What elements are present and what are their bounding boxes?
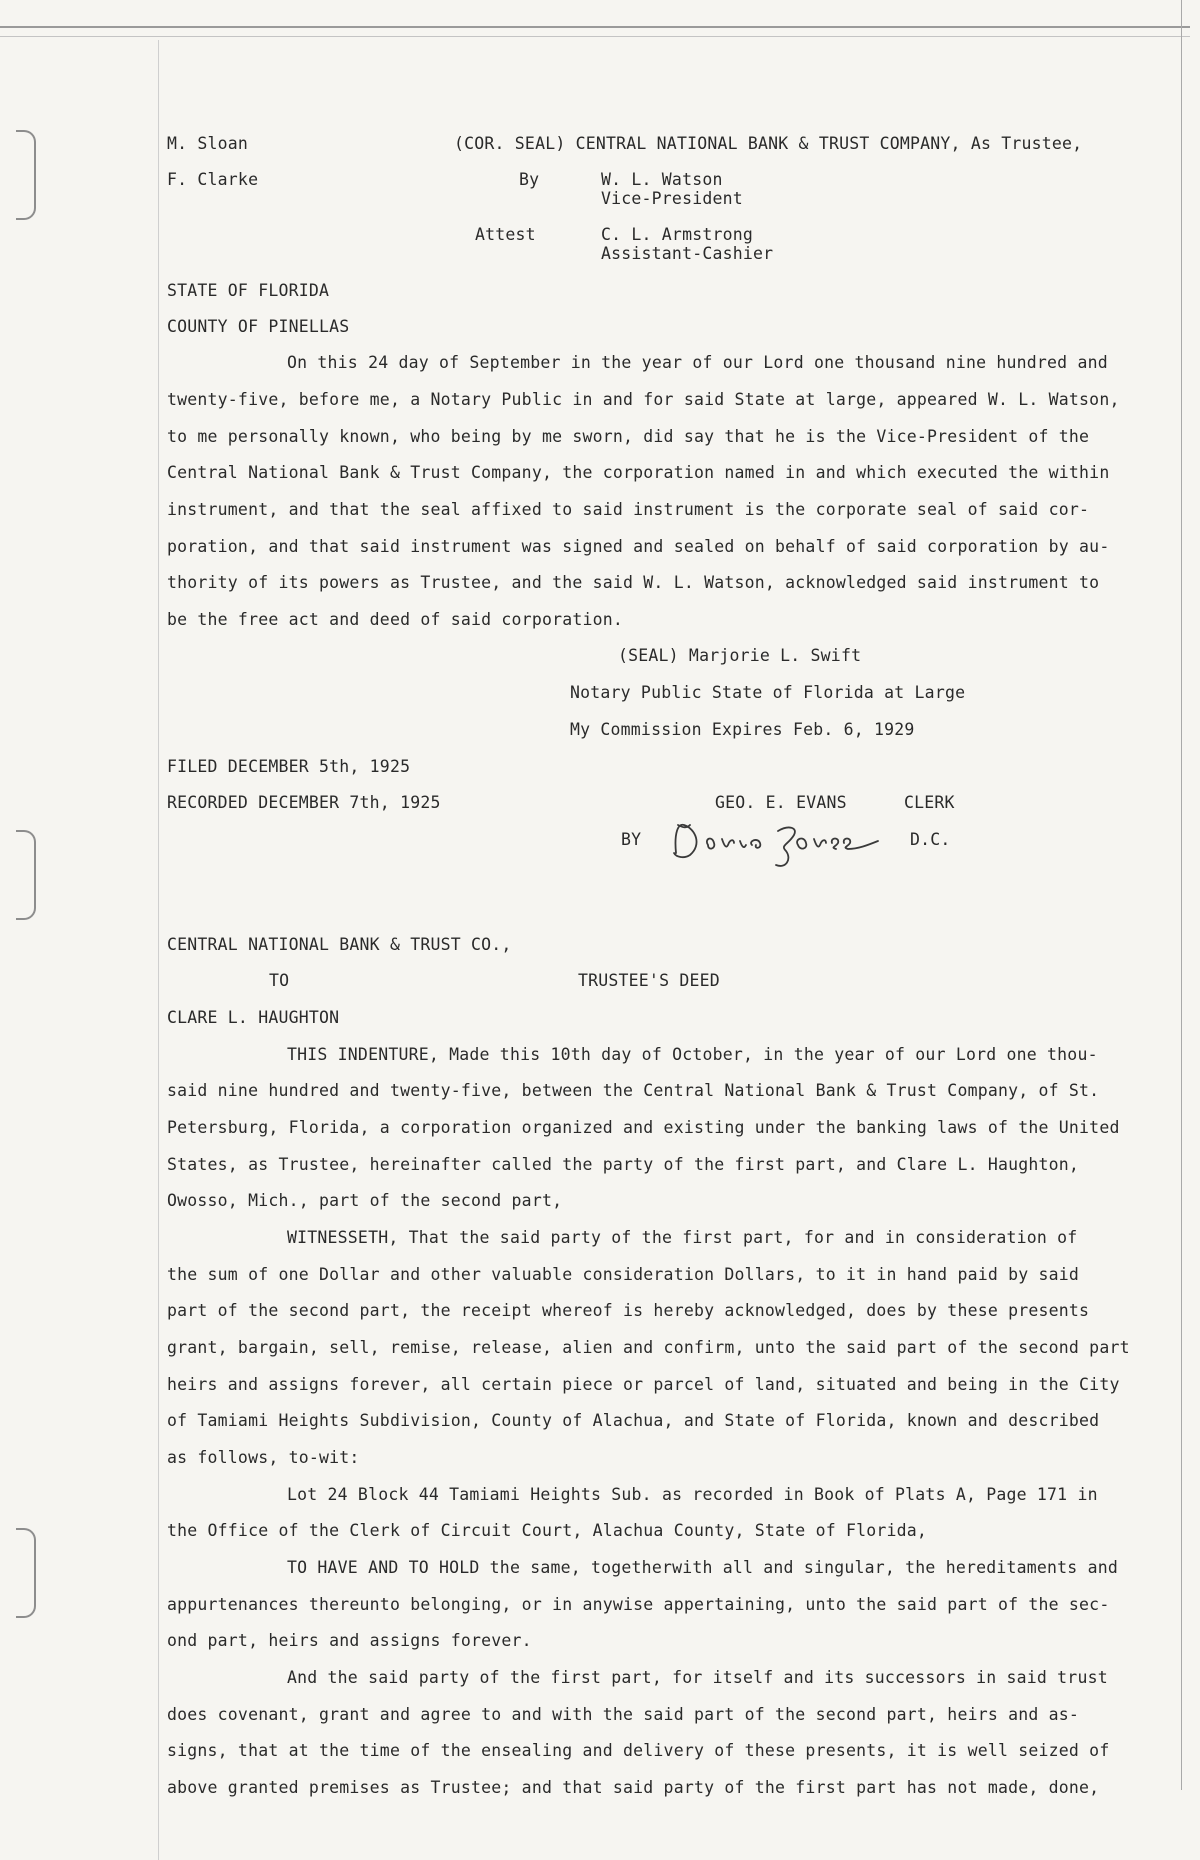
deed-line: States, as Trustee, hereinafter called the party of the first part, and Clare L. Haughton, xyxy=(167,1155,1080,1174)
binder-hole-top xyxy=(16,130,36,220)
handwritten-signature xyxy=(668,815,898,871)
signer-title: Vice-President xyxy=(601,189,743,208)
deed-line: Lot 24 Block 44 Tamiami Heights Sub. as recorded in Book of Plats A, Page 171 in xyxy=(287,1485,1098,1504)
corporate-seal-line: (COR. SEAL) CENTRAL NATIONAL BANK & TRUST COMPANY, As Trustee, xyxy=(454,134,1083,153)
state-heading: STATE OF FLORIDA xyxy=(167,281,330,300)
deed-line: of Tamiami Heights Subdivision, County of Alachua, and State of Florida, known and described xyxy=(167,1411,1100,1430)
deed-grantor: CENTRAL NATIONAL BANK & TRUST CO., xyxy=(167,935,512,954)
ack-line: poration, and that said instrument was signed and sealed on behalf of said corporation by au- xyxy=(167,537,1110,556)
witness-2: F. Clarke xyxy=(167,170,259,189)
deed-line: said nine hundred and twenty-five, between the Central National Bank & Trust Company, of St. xyxy=(167,1081,1100,1100)
signer-name: W. L. Watson xyxy=(601,170,723,189)
ack-line: thority of its powers as Trustee, and the said W. L. Watson, acknowledged said instrument to xyxy=(167,573,1100,592)
binding-margin-line xyxy=(158,40,159,1860)
deed-grantee: CLARE L. HAUGHTON xyxy=(167,1008,340,1027)
page-right-edge xyxy=(1181,0,1182,1790)
deputy-clerk-label: D.C. xyxy=(910,830,951,849)
deed-line: And the said party of the first part, for itself and its successors in said trust xyxy=(287,1668,1108,1687)
clerk-name: GEO. E. EVANS xyxy=(715,793,847,812)
top-rule xyxy=(0,26,1190,28)
deed-line: Owosso, Mich., part of the second part, xyxy=(167,1191,563,1210)
deed-line: THIS INDENTURE, Made this 10th day of October, in the year of our Lord one thou- xyxy=(287,1045,1098,1064)
deed-line: above granted premises as Trustee; and that said party of the first part has not made, done, xyxy=(167,1778,1100,1797)
ack-line: to me personally known, who being by me sworn, did say that he is the Vice-President of the xyxy=(167,427,1090,446)
deed-title: TRUSTEE'S DEED xyxy=(578,971,720,990)
filed-date: FILED DECEMBER 5th, 1925 xyxy=(167,757,411,776)
deed-to: TO xyxy=(269,971,290,990)
recorded-date: RECORDED DECEMBER 7th, 1925 xyxy=(167,793,441,812)
deed-line: as follows, to-wit: xyxy=(167,1448,360,1467)
deed-line: the Office of the Clerk of Circuit Court, Alachua County, State of Florida, xyxy=(167,1521,928,1540)
binder-hole-middle xyxy=(16,830,36,920)
witness-1: M. Sloan xyxy=(167,134,249,153)
binder-hole-bottom xyxy=(16,1528,36,1618)
deed-line: TO HAVE AND TO HOLD the same, togetherwith all and singular, the hereditaments and xyxy=(287,1558,1118,1577)
ack-line: twenty-five, before me, a Notary Public in and for said State at large, appeared W. L. Watson, xyxy=(167,390,1120,409)
deed-line: grant, bargain, sell, remise, release, alien and confirm, unto the said part of the second part xyxy=(167,1338,1130,1357)
deed-line: WITNESSETH, That the said party of the first part, for and in consideration of xyxy=(287,1228,1078,1247)
attester-title: Assistant-Cashier xyxy=(601,244,774,263)
ack-line: instrument, and that the seal affixed to said instrument is the corporate seal of said cor- xyxy=(167,500,1090,519)
deed-line: does covenant, grant and agree to and with the said part of the second part, heirs and as- xyxy=(167,1705,1080,1724)
ack-line: Central National Bank & Trust Company, the corporation named in and which executed the within xyxy=(167,463,1110,482)
deed-line: heirs and assigns forever, all certain piece or parcel of land, situated and being in the City xyxy=(167,1375,1120,1394)
deed-line: Petersburg, Florida, a corporation organized and existing under the banking laws of the United xyxy=(167,1118,1120,1137)
top-rule-secondary xyxy=(0,36,1190,37)
county-heading: COUNTY OF PINELLAS xyxy=(167,317,350,336)
attest-label: Attest xyxy=(475,225,536,244)
deed-line: part of the second part, the receipt whereof is hereby acknowledged, does by these presents xyxy=(167,1301,1090,1320)
deed-line: signs, that at the time of the ensealing and delivery of these presents, it is well seized of xyxy=(167,1741,1110,1760)
clerk-label: CLERK xyxy=(904,793,955,812)
deed-line: appurtenances thereunto belonging, or in anywise appertaining, unto the said part of the sec- xyxy=(167,1595,1110,1614)
notary-commission: My Commission Expires Feb. 6, 1929 xyxy=(570,720,915,739)
deed-line: ond part, heirs and assigns forever. xyxy=(167,1631,532,1650)
ack-line: be the free act and deed of said corporation. xyxy=(167,610,624,629)
ack-line: On this 24 day of September in the year of our Lord one thousand nine hundred and xyxy=(287,353,1108,372)
notary-seal: (SEAL) Marjorie L. Swift xyxy=(618,646,862,665)
by-label: By xyxy=(519,170,540,189)
notary-title: Notary Public State of Florida at Large xyxy=(570,683,966,702)
filing-by-label: BY xyxy=(621,830,642,849)
attester-name: C. L. Armstrong xyxy=(601,225,754,244)
deed-line: the sum of one Dollar and other valuable consideration Dollars, to it in hand paid by said xyxy=(167,1265,1080,1284)
